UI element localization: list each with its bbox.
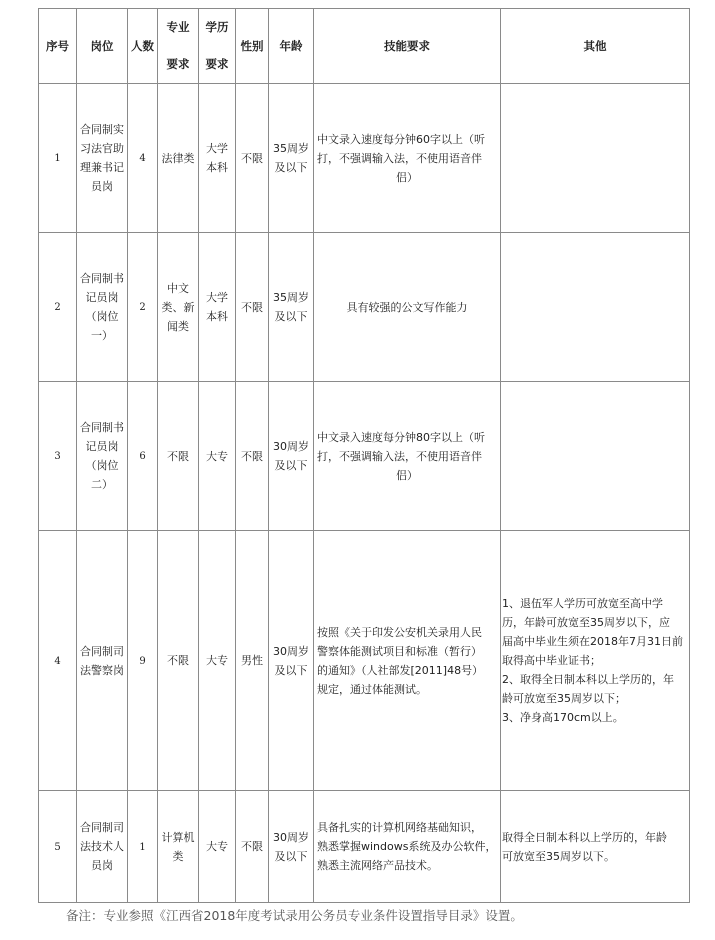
age-line: 及以下 — [274, 161, 308, 174]
education-line: 大专 — [206, 654, 228, 667]
other-line: 取得全日制本科以上学历的，年龄 — [502, 830, 667, 844]
cell-other — [501, 791, 690, 903]
header-position — [77, 9, 128, 84]
gender-value: 不限 — [241, 840, 263, 853]
other-line: 届高中毕业生须在2018年7月31日前 — [502, 635, 683, 648]
cell-gender — [236, 84, 269, 233]
table-row — [39, 84, 690, 233]
skills-line: 侣） — [396, 468, 418, 482]
cell-count — [128, 233, 158, 382]
education-line: 大专 — [206, 449, 228, 463]
position-line: 法技术人 — [80, 840, 124, 853]
header-count-label: 人数 — [131, 38, 154, 53]
cell-age — [269, 233, 314, 382]
position-line: 合同制司 — [80, 644, 124, 658]
education-line: 大学 — [206, 142, 228, 155]
header-skills-label: 技能要求 — [384, 38, 430, 53]
cell-major — [158, 84, 199, 233]
skills-line: 具备扎实的计算机网络基础知识， — [317, 821, 482, 834]
cell-other — [501, 382, 690, 531]
count-value: 1 — [139, 841, 146, 853]
education-line: 本科 — [206, 310, 228, 323]
cell-position — [77, 382, 128, 531]
recruitment-table — [38, 8, 690, 903]
cell-other — [501, 233, 690, 382]
cell-position — [77, 84, 128, 233]
header-age — [269, 9, 314, 84]
cell-age — [269, 382, 314, 531]
cell-seq — [39, 531, 77, 791]
position-line: 习法官助 — [80, 142, 124, 155]
table-row — [39, 382, 690, 531]
position-line: 合同制司 — [80, 821, 124, 834]
cell-gender — [236, 233, 269, 382]
count-value: 6 — [139, 451, 146, 462]
cell-education — [199, 382, 236, 531]
cell-skills — [314, 84, 501, 233]
cell-major — [158, 382, 199, 531]
gender-value: 男性 — [241, 654, 263, 667]
position-line: 合同制实 — [80, 123, 124, 136]
age-line: 30周岁 — [273, 440, 309, 453]
count-value: 2 — [139, 302, 146, 313]
cell-seq — [39, 382, 77, 531]
header-position-label: 岗位 — [90, 38, 114, 53]
position-line: 一） — [91, 329, 113, 342]
cell-count — [128, 531, 158, 791]
skills-line: 打，不强调输入法，不使用语音伴 — [317, 449, 482, 463]
age-line: 及以下 — [274, 310, 308, 323]
count-value: 9 — [139, 655, 146, 667]
other-line: 龄可放宽至35周岁以下； — [502, 692, 626, 705]
cell-gender — [236, 531, 269, 791]
header-major-line1: 专业 — [166, 20, 190, 34]
age-line: 35周岁 — [273, 142, 309, 155]
position-line: 员岗 — [91, 859, 113, 872]
cell-skills — [314, 531, 501, 791]
age-line: 及以下 — [274, 459, 308, 472]
seq-value: 1 — [54, 153, 61, 164]
position-line: 记员岗 — [85, 291, 119, 304]
skills-line: 熟悉掌握windows系统及办公软件， — [317, 840, 497, 853]
table-row — [39, 531, 690, 791]
position-line: 法警察岗 — [80, 663, 124, 677]
cell-position — [77, 233, 128, 382]
seq-value: 4 — [54, 655, 61, 667]
cell-skills — [314, 791, 501, 903]
cell-age — [269, 84, 314, 233]
age-line: 及以下 — [274, 663, 308, 677]
skills-line: 中文录入速度每分钟60字以上（听 — [317, 132, 485, 146]
gender-value: 不限 — [241, 151, 263, 165]
header-major — [158, 9, 199, 84]
age-line: 30周岁 — [273, 830, 309, 844]
position-line: 二） — [91, 478, 113, 491]
position-line: 合同制书 — [80, 272, 124, 285]
major-line: 类 — [172, 849, 184, 863]
skills-line: 打，不强调输入法，不使用语音伴 — [317, 151, 482, 165]
other-line: 3、净身高170cm以上。 — [502, 711, 624, 724]
other-line: 历，年龄可放宽至35周岁以下，应 — [502, 616, 670, 629]
gender-value: 不限 — [241, 449, 263, 463]
table-row — [39, 791, 690, 903]
major-line: 不限 — [167, 654, 189, 667]
major-line: 计算机 — [161, 830, 195, 844]
skills-line: 熟悉主流网络产品技术。 — [317, 859, 438, 872]
header-education — [199, 9, 236, 84]
cell-education — [199, 233, 236, 382]
cell-count — [128, 84, 158, 233]
header-other — [501, 9, 690, 84]
cell-seq — [39, 233, 77, 382]
cell-education — [199, 531, 236, 791]
header-gender-label: 性别 — [240, 38, 264, 53]
footnote: 备注：专业参照《江西省2018年度考试录用公务员专业条件设置指导目录》设置。 — [66, 908, 523, 923]
major-line: 法律类 — [161, 151, 195, 165]
position-line: （岗位 — [85, 459, 119, 472]
cell-education — [199, 791, 236, 903]
position-line: （岗位 — [85, 310, 119, 323]
age-line: 35周岁 — [273, 291, 309, 304]
other-line: 1、退伍军人学历可放宽至高中学 — [502, 597, 663, 610]
cell-major — [158, 531, 199, 791]
position-line: 员岗 — [91, 180, 113, 193]
skills-line: 按照《关于印发公安机关录用人民 — [317, 625, 482, 639]
header-other-label: 其他 — [583, 38, 607, 53]
other-line: 2、取得全日制本科以上学历的，年 — [502, 673, 674, 686]
header-gender — [236, 9, 269, 84]
cell-age — [269, 791, 314, 903]
position-line: 理兼书记 — [80, 161, 124, 174]
cell-gender — [236, 382, 269, 531]
education-line: 本科 — [206, 161, 228, 174]
skills-line: 的通知》（人社部发[2011]48号） — [317, 663, 484, 677]
other-line: 可放宽至35周岁以下。 — [502, 849, 615, 863]
header-age-label: 年龄 — [279, 38, 303, 53]
skills-line: 规定，通过体能测试。 — [317, 682, 427, 696]
seq-value: 3 — [54, 451, 61, 462]
age-line: 及以下 — [274, 849, 308, 863]
cell-other — [501, 531, 690, 791]
cell-skills — [314, 382, 501, 531]
seq-value: 5 — [54, 841, 61, 853]
cell-skills — [314, 233, 501, 382]
cell-gender — [236, 791, 269, 903]
age-line: 30周岁 — [273, 644, 309, 658]
count-value: 4 — [139, 153, 146, 164]
cell-seq — [39, 84, 77, 233]
cell-major — [158, 791, 199, 903]
header-education-line2: 要求 — [205, 57, 229, 71]
header-count — [128, 9, 158, 84]
position-line: 合同制书 — [80, 421, 124, 434]
header-seq-label: 序号 — [46, 38, 69, 53]
cell-count — [128, 791, 158, 903]
cell-position — [77, 791, 128, 903]
header-major-line2: 要求 — [166, 57, 190, 71]
major-line: 中文 — [167, 281, 189, 295]
cell-education — [199, 84, 236, 233]
cell-seq — [39, 791, 77, 903]
skills-line: 中文录入速度每分钟80字以上（听 — [317, 430, 485, 444]
seq-value: 2 — [54, 302, 61, 313]
major-line: 类、新 — [161, 300, 195, 314]
skills-line: 侣） — [396, 170, 418, 184]
cell-position — [77, 531, 128, 791]
header-skills — [314, 9, 501, 84]
education-line: 大专 — [206, 840, 228, 853]
skills-line: 具有较强的公文写作能力 — [346, 300, 468, 314]
cell-age — [269, 531, 314, 791]
position-line: 记员岗 — [85, 440, 119, 453]
table-header-row — [39, 9, 690, 84]
cell-count — [128, 382, 158, 531]
skills-line: 警察体能测试项目和标准（暂行） — [317, 644, 482, 658]
header-seq — [39, 9, 77, 84]
education-line: 大学 — [206, 291, 228, 304]
major-line: 不限 — [167, 449, 189, 463]
table-row — [39, 233, 690, 382]
gender-value: 不限 — [241, 300, 263, 314]
major-line: 闻类 — [167, 319, 189, 333]
header-education-line1: 学历 — [205, 20, 229, 34]
cell-major — [158, 233, 199, 382]
cell-other — [501, 84, 690, 233]
other-line: 取得高中毕业证书； — [502, 654, 601, 667]
